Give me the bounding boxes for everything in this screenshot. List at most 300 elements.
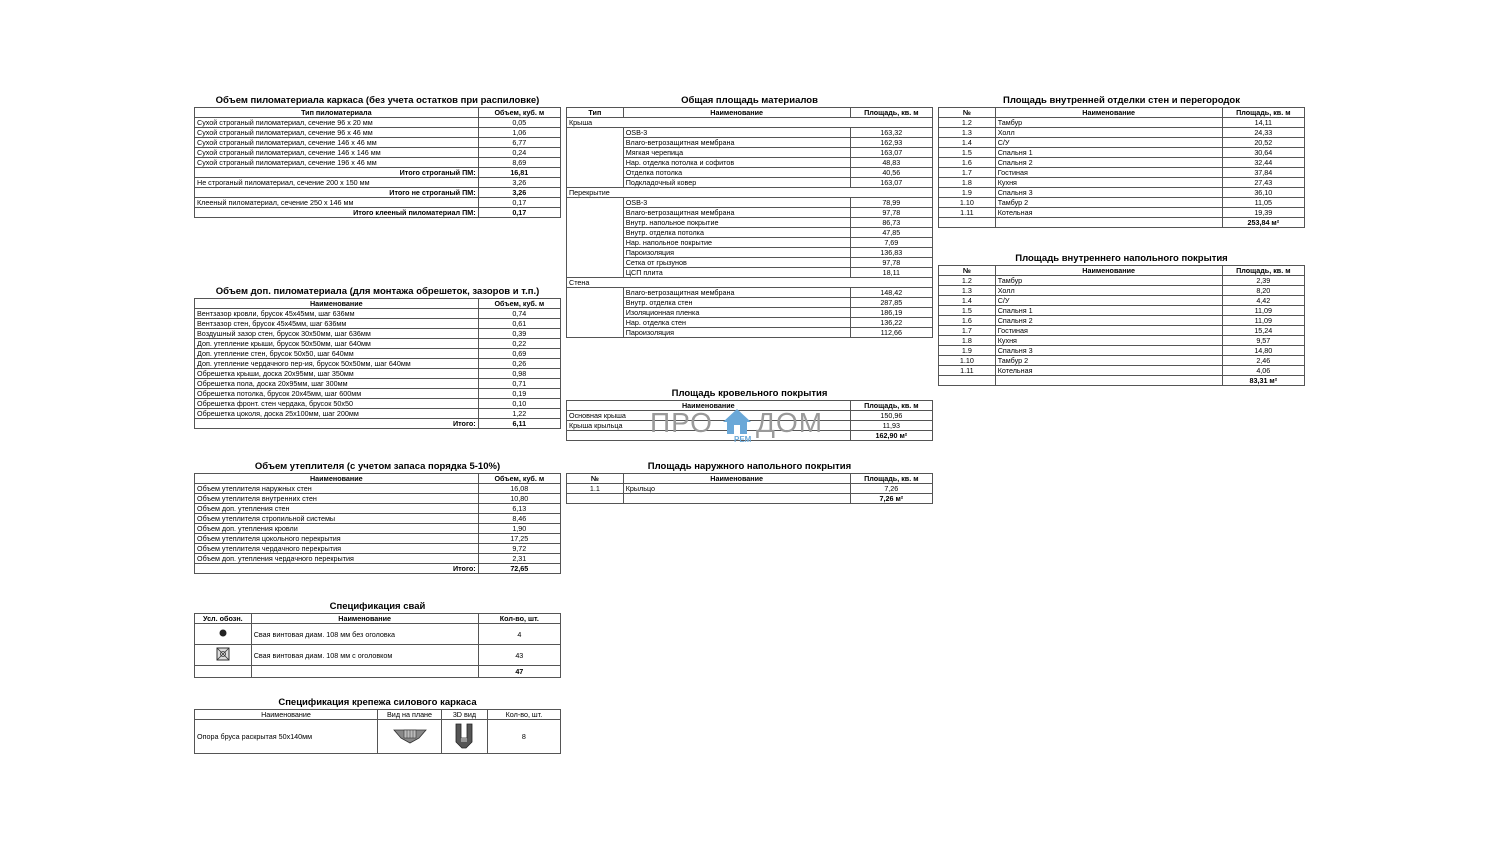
table-row (195, 494, 561, 504)
table-header-row (939, 108, 1305, 118)
table-row (567, 148, 933, 158)
table-row (939, 128, 1305, 138)
lumber-volume-title: Объем пиломатериала каркаса (без учета остатков при распиловке) (215, 95, 540, 106)
table-row (939, 138, 1305, 148)
material-area: 18,11 (850, 268, 932, 278)
material-area: 86,73 (850, 218, 932, 228)
empty-cell (567, 208, 624, 218)
logo-dom-text: ДОМ (756, 407, 824, 438)
table-row (939, 208, 1305, 218)
material-area: 40,56 (850, 168, 932, 178)
material-name: OSB-3 (623, 128, 850, 138)
item-name: Вентзазор кровли, брусок 45х45мм, шаг 636мм (195, 309, 479, 319)
room-number: 1.10 (939, 198, 996, 208)
room-name: Котельная (995, 208, 1222, 218)
empty-cell (939, 218, 996, 228)
room-name: Холл (995, 286, 1222, 296)
bracket-3d-icon (453, 722, 475, 750)
room-name: Спальня 3 (995, 188, 1222, 198)
fasteners-spec-title: Спецификация крепежа силового каркаса (278, 697, 477, 708)
item-name: Крыша крыльца (567, 421, 851, 431)
house-icon (722, 407, 752, 435)
table-header-row (195, 710, 561, 720)
total-value: 47 (478, 666, 560, 678)
table-row (939, 188, 1305, 198)
material-name: OSB-3 (623, 198, 850, 208)
area-value: 37,84 (1222, 168, 1304, 178)
empty-cell (850, 118, 932, 128)
subtotal-label: Итого строганый ПМ: (195, 168, 479, 178)
table-header-row (195, 299, 561, 309)
empty-cell (623, 118, 850, 128)
material-area: 48,83 (850, 158, 932, 168)
room-number: 1.8 (939, 336, 996, 346)
table-row (939, 306, 1305, 316)
3d-view-cell (442, 720, 488, 754)
total-row (939, 218, 1305, 228)
piles-spec-table (194, 613, 561, 678)
item-value: 16,08 (478, 484, 560, 494)
group-header-row (567, 188, 933, 198)
area-value: 27,43 (1222, 178, 1304, 188)
item-value: 0,10 (478, 399, 560, 409)
header-cell: Наименование (995, 108, 1222, 118)
room-number: 1.1 (567, 484, 624, 494)
item-name: Воздушный зазор стен, брусок 30х50мм, шаг 636мм (195, 329, 479, 339)
item-value: 0,74 (478, 309, 560, 319)
item-value: 8,46 (478, 514, 560, 524)
fastener-name: Опора бруса раскрытая 50х140мм (195, 720, 378, 754)
room-name: Спальня 2 (995, 316, 1222, 326)
area-value: 24,33 (1222, 128, 1304, 138)
empty-cell (567, 318, 624, 328)
insulation-block (194, 461, 561, 574)
material-name: Отделка потолка (623, 168, 850, 178)
prodom-logo-watermark (650, 407, 850, 447)
header-cell: № (567, 474, 624, 484)
header-cell: Наименование (623, 474, 850, 484)
table-row (567, 298, 933, 308)
lumber-name: Сухой строганый пиломатериал, сечение 196 x 46 мм (195, 158, 479, 168)
subtotal-value: 0,17 (478, 208, 560, 218)
material-area: 97,78 (850, 258, 932, 268)
empty-cell (567, 138, 624, 148)
table-row (567, 238, 933, 248)
item-value: 0,26 (478, 359, 560, 369)
insulation-table (194, 473, 561, 574)
total-label: Итого: (195, 419, 479, 429)
subtotal-row (195, 208, 561, 218)
table-row (195, 319, 561, 329)
material-name: Внутр. напольное покрытие (623, 218, 850, 228)
table-row (567, 308, 933, 318)
item-name: Доп. утепление чердачного пер-ия, брусок 50х50мм, шаг 640мм (195, 359, 479, 369)
header-cell: Тип пиломатериала (195, 108, 479, 118)
area-value: 20,52 (1222, 138, 1304, 148)
lumber-volume: 3,26 (478, 178, 560, 188)
empty-cell (623, 278, 850, 288)
total-row (939, 376, 1305, 386)
table-row (567, 168, 933, 178)
table-row (567, 228, 933, 238)
extra-lumber-title: Объем доп. пиломатериала (для монтажа обрешеток, зазоров и т.п.) (215, 286, 540, 297)
material-name: Пароизоляция (623, 248, 850, 258)
header-cell: № (939, 266, 996, 276)
table-row (939, 346, 1305, 356)
item-value: 11,93 (850, 421, 932, 431)
interior-floor-table (938, 265, 1305, 386)
item-name: Объем утеплителя внутренних стен (195, 494, 479, 504)
header-cell: Вид на плане (378, 710, 442, 720)
fasteners-spec-block (194, 697, 561, 754)
area-value: 11,09 (1222, 316, 1304, 326)
table-row (939, 276, 1305, 286)
material-name: Влаго-ветрозащитная мембрана (623, 138, 850, 148)
table-header-row (195, 614, 561, 624)
header-cell: Наименование (195, 474, 479, 484)
material-area: 163,07 (850, 178, 932, 188)
table-row (567, 198, 933, 208)
header-cell: Объем, куб. м (478, 108, 560, 118)
header-cell: Тип (567, 108, 624, 118)
header-cell: Площадь, кв. м (1222, 108, 1304, 118)
pile-name: Свая винтовая диам. 108 мм без оголовка (251, 624, 478, 645)
room-name: Кухня (995, 336, 1222, 346)
header-cell: Площадь, кв. м (1222, 266, 1304, 276)
header-cell: Кол-во, шт. (487, 710, 560, 720)
interior-walls-title: Площадь внутренней отделки стен и перегородок (1003, 95, 1240, 106)
room-name: Тамбур (995, 118, 1222, 128)
material-name: Влаго-ветрозащитная мембрана (623, 208, 850, 218)
lumber-name: Сухой строганый пиломатериал, сечение 96 x 20 мм (195, 118, 479, 128)
materials-area-table (566, 107, 933, 338)
item-value: 9,72 (478, 544, 560, 554)
lumber-volume: 6,77 (478, 138, 560, 148)
table-row (195, 389, 561, 399)
material-area: 112,66 (850, 328, 932, 338)
empty-cell (567, 168, 624, 178)
subtotal-row (195, 188, 561, 198)
lumber-volume-block (194, 95, 561, 218)
pile-qty: 43 (478, 645, 560, 666)
material-area: 7,69 (850, 238, 932, 248)
room-name: Котельная (995, 366, 1222, 376)
table-row (939, 296, 1305, 306)
material-area: 78,99 (850, 198, 932, 208)
total-value: 253,84 м² (1222, 218, 1304, 228)
item-name: Объем доп. утепления кровли (195, 524, 479, 534)
table-row (567, 138, 933, 148)
item-name: Объем утеплителя стропильной системы (195, 514, 479, 524)
insulation-title: Объем утеплителя (с учетом запаса порядка 5-10%) (254, 461, 501, 472)
table-row (195, 534, 561, 544)
interior-walls-table (938, 107, 1305, 228)
filled-circle-icon (218, 628, 228, 638)
material-name: Внутр. отделка стен (623, 298, 850, 308)
extra-lumber-table (194, 298, 561, 429)
table-row (195, 339, 561, 349)
table-row (195, 329, 561, 339)
table-row (195, 624, 561, 645)
table-row (195, 379, 561, 389)
material-name: Подкладочный ковер (623, 178, 850, 188)
table-header-row (195, 108, 561, 118)
material-area: 148,42 (850, 288, 932, 298)
lumber-volume: 1,06 (478, 128, 560, 138)
subtotal-row (195, 168, 561, 178)
total-value: 7,26 м² (850, 494, 932, 504)
table-row (939, 366, 1305, 376)
lumber-volume: 0,24 (478, 148, 560, 158)
table-row (567, 208, 933, 218)
room-number: 1.5 (939, 306, 996, 316)
crossed-square-icon (216, 647, 230, 661)
material-name: Нар. отделка стен (623, 318, 850, 328)
piles-spec-title: Спецификация свай (329, 601, 426, 612)
area-value: 4,06 (1222, 366, 1304, 376)
table-row (195, 524, 561, 534)
lumber-name: Сухой строганый пиломатериал, сечение 96 x 46 мм (195, 128, 479, 138)
area-value: 2,39 (1222, 276, 1304, 286)
table-row (195, 409, 561, 419)
table-row (195, 484, 561, 494)
item-name: Объем утеплителя наружных стен (195, 484, 479, 494)
item-value: 0,39 (478, 329, 560, 339)
item-name: Обрешетка потолка, брусок 20х45мм, шаг 600мм (195, 389, 479, 399)
total-value: 72,65 (478, 564, 560, 574)
material-name: Нар. напольное покрытие (623, 238, 850, 248)
header-cell: Объем, куб. м (478, 474, 560, 484)
empty-cell (995, 218, 1222, 228)
table-row (567, 484, 933, 494)
pile-no-head-symbol (195, 624, 252, 645)
logo-rem-text: РЕМ (734, 435, 752, 444)
room-number: 1.2 (939, 118, 996, 128)
header-cell: Наименование (995, 266, 1222, 276)
material-name: Нар. отделка потолка и софитов (623, 158, 850, 168)
material-area: 287,85 (850, 298, 932, 308)
table-row (195, 504, 561, 514)
outdoor-floor-title: Площадь наружного напольного покрытия (647, 461, 852, 472)
room-name: С/У (995, 138, 1222, 148)
roof-area-title: Площадь кровельного покрытия (671, 388, 828, 399)
header-cell: № (939, 108, 996, 118)
room-name: Крыльцо (623, 484, 850, 494)
table-row (195, 178, 561, 188)
area-value: 2,46 (1222, 356, 1304, 366)
empty-cell (567, 268, 624, 278)
table-row (567, 268, 933, 278)
area-value: 11,09 (1222, 306, 1304, 316)
room-name: Холл (995, 128, 1222, 138)
header-cell: Наименование (195, 710, 378, 720)
room-number: 1.3 (939, 286, 996, 296)
room-number: 1.4 (939, 296, 996, 306)
area-value: 19,39 (1222, 208, 1304, 218)
item-name: Основная крыша (567, 411, 851, 421)
item-value: 2,31 (478, 554, 560, 564)
room-number: 1.8 (939, 178, 996, 188)
empty-cell (195, 666, 252, 678)
total-label: Итого: (195, 564, 479, 574)
room-name: Спальня 2 (995, 158, 1222, 168)
area-value: 14,80 (1222, 346, 1304, 356)
empty-cell (567, 288, 624, 298)
empty-cell (850, 278, 932, 288)
item-value: 0,61 (478, 319, 560, 329)
room-number: 1.10 (939, 356, 996, 366)
room-number: 1.6 (939, 158, 996, 168)
header-cell: Наименование (195, 299, 479, 309)
table-row (567, 288, 933, 298)
total-value: 83,31 м² (1222, 376, 1304, 386)
material-name: Сетка от грызунов (623, 258, 850, 268)
empty-cell (567, 258, 624, 268)
table-row (939, 316, 1305, 326)
table-row (567, 158, 933, 168)
area-value: 30,64 (1222, 148, 1304, 158)
item-value: 0,98 (478, 369, 560, 379)
total-row (195, 666, 561, 678)
material-name: Пароизоляция (623, 328, 850, 338)
total-row (195, 419, 561, 429)
item-value: 0,71 (478, 379, 560, 389)
lumber-volume: 8,69 (478, 158, 560, 168)
room-number: 1.7 (939, 168, 996, 178)
room-name: Спальня 3 (995, 346, 1222, 356)
table-row (939, 356, 1305, 366)
header-cell: Наименование (567, 401, 851, 411)
item-value: 0,22 (478, 339, 560, 349)
header-cell: Наименование (623, 108, 850, 118)
table-row (567, 258, 933, 268)
area-value: 4,42 (1222, 296, 1304, 306)
item-name: Обрешетка фронт. стен чердака, брусок 50х50 (195, 399, 479, 409)
material-area: 97,78 (850, 208, 932, 218)
room-number: 1.3 (939, 128, 996, 138)
table-row (195, 720, 561, 754)
header-cell: Наименование (251, 614, 478, 624)
item-name: Объем доп. утепления стен (195, 504, 479, 514)
lumber-volume: 0,05 (478, 118, 560, 128)
empty-cell (567, 238, 624, 248)
pile-name: Свая винтовая диам. 108 мм с оголовком (251, 645, 478, 666)
table-row (939, 148, 1305, 158)
area-value: 14,11 (1222, 118, 1304, 128)
lumber-name: Сухой строганый пиломатериал, сечение 146 x 146 мм (195, 148, 479, 158)
area-value: 36,10 (1222, 188, 1304, 198)
room-name: Спальня 1 (995, 306, 1222, 316)
table-row (939, 118, 1305, 128)
material-area: 162,93 (850, 138, 932, 148)
bracket-plan-icon (393, 727, 427, 745)
table-row (195, 554, 561, 564)
group-header-row (567, 118, 933, 128)
table-row (195, 349, 561, 359)
fastener-qty: 8 (487, 720, 560, 754)
empty-cell (567, 308, 624, 318)
empty-cell (623, 188, 850, 198)
table-row (567, 128, 933, 138)
area-value: 7,26 (850, 484, 932, 494)
room-number: 1.6 (939, 316, 996, 326)
item-value: 0,19 (478, 389, 560, 399)
item-name: Доп. утепление стен, брусок 50х50, шаг 640мм (195, 349, 479, 359)
empty-cell (567, 128, 624, 138)
table-row (939, 158, 1305, 168)
interior-floor-block (938, 253, 1305, 386)
area-value: 15,24 (1222, 326, 1304, 336)
room-name: Гостиная (995, 168, 1222, 178)
subtotal-label: Итого не строганый ПМ: (195, 188, 479, 198)
item-name: Обрешетка цоколя, доска 25х100мм, шаг 200мм (195, 409, 479, 419)
item-name: Объем утеплителя чердачного перекрытия (195, 544, 479, 554)
empty-cell (567, 178, 624, 188)
empty-cell (567, 158, 624, 168)
material-area: 163,32 (850, 128, 932, 138)
material-area: 136,83 (850, 248, 932, 258)
room-name: Тамбур 2 (995, 198, 1222, 208)
logo-pro-text: ПРО (650, 407, 713, 438)
room-name: Тамбур (995, 276, 1222, 286)
item-value: 10,80 (478, 494, 560, 504)
item-name: Вентзазор стен, брусок 45х45мм, шаг 636мм (195, 319, 479, 329)
total-row (195, 564, 561, 574)
room-name: Гостиная (995, 326, 1222, 336)
interior-walls-block (938, 95, 1305, 228)
empty-cell (850, 188, 932, 198)
item-value: 150,96 (850, 411, 932, 421)
lumber-volume: 0,17 (478, 198, 560, 208)
room-number: 1.7 (939, 326, 996, 336)
item-name: Объем доп. утепления чердачного перекрытия (195, 554, 479, 564)
material-area: 186,19 (850, 308, 932, 318)
room-number: 1.4 (939, 138, 996, 148)
pile-with-head-symbol (195, 645, 252, 666)
item-name: Доп. утепление крыши, брусок 50х50мм, шаг 640мм (195, 339, 479, 349)
lumber-name: Не строганый пиломатериал, сечение 200 x 150 мм (195, 178, 479, 188)
table-header-row (567, 474, 933, 484)
room-name: Тамбур 2 (995, 356, 1222, 366)
area-value: 32,44 (1222, 158, 1304, 168)
table-row (195, 399, 561, 409)
group-type: Крыша (567, 118, 624, 128)
table-row (195, 198, 561, 208)
table-row (567, 178, 933, 188)
header-cell: Площадь, кв. м (850, 474, 932, 484)
room-number: 1.11 (939, 208, 996, 218)
material-name: Мягкая черепица (623, 148, 850, 158)
header-cell: Площадь, кв. м (850, 401, 932, 411)
materials-area-title: Общая площадь материалов (681, 95, 818, 106)
table-row (939, 178, 1305, 188)
total-row (567, 494, 933, 504)
table-row (939, 198, 1305, 208)
table-row (939, 168, 1305, 178)
room-number: 1.9 (939, 188, 996, 198)
empty-cell (567, 248, 624, 258)
room-name: Спальня 1 (995, 148, 1222, 158)
table-row (195, 148, 561, 158)
empty-cell (251, 666, 478, 678)
material-area: 163,07 (850, 148, 932, 158)
empty-cell (995, 376, 1222, 386)
table-row (567, 318, 933, 328)
item-value: 17,25 (478, 534, 560, 544)
header-cell: Усл. обозн. (195, 614, 252, 624)
header-cell: Площадь, кв. м (850, 108, 932, 118)
material-name: Изоляционная пленка (623, 308, 850, 318)
